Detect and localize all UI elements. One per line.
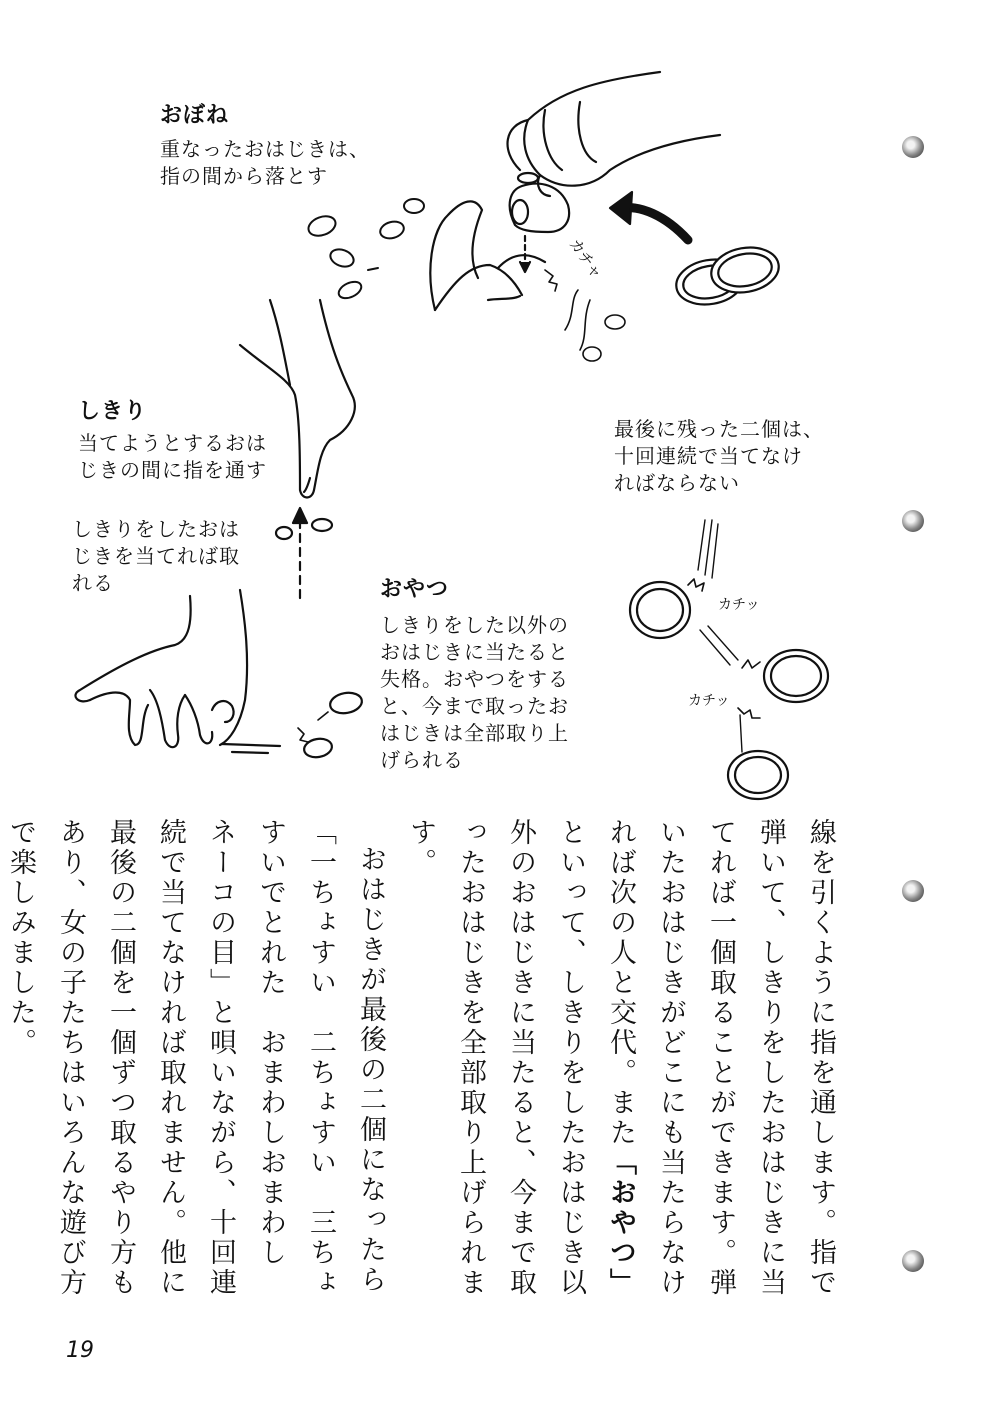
sfx-kachi: カチッ (688, 693, 730, 709)
oyatsu-line-5: はじきは全部取り上 (380, 721, 569, 745)
falling-coins (565, 290, 625, 361)
oyatsu-title: おやつ (380, 577, 450, 602)
shikiri-note-caption (72, 516, 240, 597)
flying-coins (306, 199, 424, 301)
shikiri-line-2: じきの間に指を通す (78, 458, 267, 482)
oyatsu-line-1: しきりをした以外の (380, 613, 569, 637)
curved-arrow (610, 192, 688, 240)
last-two-line-1: 最後に残った二個は、 (614, 417, 824, 441)
sfx-kachin: カチッ (718, 597, 760, 613)
collision-coins-illustration (630, 520, 828, 799)
page-number: 19 (66, 1338, 94, 1363)
shikiri-note-line-3: れる (72, 571, 114, 595)
oboune-line-2: 指の間から落とす (160, 164, 328, 188)
oyatsu-caption (380, 612, 569, 774)
shikiri-caption (78, 430, 267, 484)
oyatsu-line-4: と、今まで取ったお (380, 694, 569, 718)
oboune-title: おぼね (160, 103, 230, 128)
body-paragraph-1 (395, 818, 845, 1318)
body-paragraph-2: おはじきが最後の二個になったら「一ちょすい 二ちょすい 三ちょすいでとれた おまわしおまわし ネーコの目」と唄いながら、十回連続で当てなければ取れません。他に最後の二個を一個ずつ取るやり方もあり、女の子たちはいろんな遊び方で楽しみました。 (5, 818, 386, 1298)
oyatsu-line-6: げられる (380, 748, 464, 772)
last-two-line-2: 十回連続で当てなけ (614, 444, 803, 468)
last-two-line-3: ればならない (614, 471, 740, 495)
oyatsu-line-3: 失格。おやつをする (380, 667, 569, 691)
binder-hole-3 (902, 880, 924, 902)
binder-hole-4 (902, 1250, 924, 1272)
binder-hole-2 (902, 510, 924, 532)
binder-hole-1 (902, 136, 924, 158)
body-p1-part-b: といって、しきりをしたおはじき以外のおはじきに当たると、今まで取ったおはじきを全部取り上げられます。 (405, 818, 586, 1298)
stacked-coins-right (673, 242, 783, 309)
flicking-hand-illustration (75, 590, 363, 759)
body-p1-bold: 「おやつ」 (605, 1148, 636, 1298)
shikiri-note-line-2: じきを当てれば取 (72, 544, 240, 568)
oboune-caption (160, 136, 370, 190)
shikiri-note-line-1: しきりをしたおは (72, 517, 240, 541)
last-two-caption (614, 416, 824, 497)
oyatsu-line-2: おはじきに当たると (380, 640, 569, 664)
shikiri-title: しきり (78, 399, 148, 424)
body-text (5, 818, 845, 1318)
body-p1-part-a: 線を引くように指を通します。指で弾いて、しきりをしたおはじきに当てれば一個取ることができます。弾いたおはじきがどこにも当たらなければ次の人と交代。また (605, 818, 836, 1298)
shikiri-line-1: 当てようとするおは (78, 431, 267, 455)
oboune-line-1: 重なったおはじきは、 (160, 137, 370, 161)
hand-dropping-illustration (430, 72, 720, 310)
sfx-kacha: カチャ (565, 235, 606, 282)
